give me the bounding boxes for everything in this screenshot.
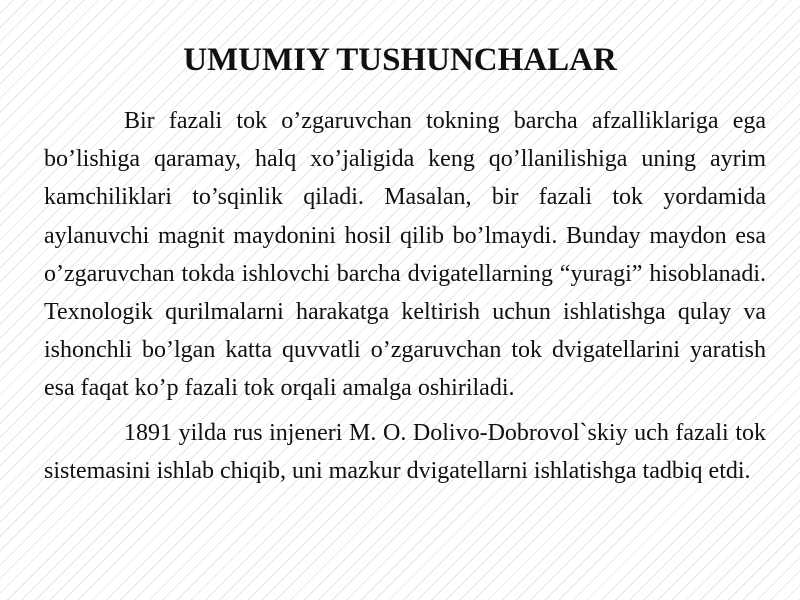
paragraph-1: Bir fazali tok o’zgaruvchan tokning barcha afzalliklariga ega bo’lishiga qaramay, halq xo’jaligida keng qo’llanilishiga uning ayrim kamchiliklari to’sqinlik qiladi. Masalan, bir fazali tok yordamida aylanuvchi magnit maydonini hosil qilib bo’lmaydi. Bunday maydon esa o’zgaruvchan tokda ishlovchi barcha dvigatellarning “yuragi” hisoblanadi. Texnologik qurilmalarni harakatga keltirish uchun ishlatishga qulay va ishonchli bo’lgan katta quvvatli o’zgaruvchan tok dvigatellarini yaratish esa faqat ko’p fazali tok orqali amalga oshiriladi. [44, 108, 766, 402]
slide-title: UMUMIY TUSHUNCHALAR [183, 42, 617, 78]
paragraph-2: 1891 yilda rus injeneri M. O. Dolivo-Dobrovol`skiy uch fazali tok sistemasini ishlab chiqib, uni mazkur dvigatellarni ishlatishga tadbiq etdi. [44, 419, 766, 484]
slide-body [44, 102, 766, 496]
